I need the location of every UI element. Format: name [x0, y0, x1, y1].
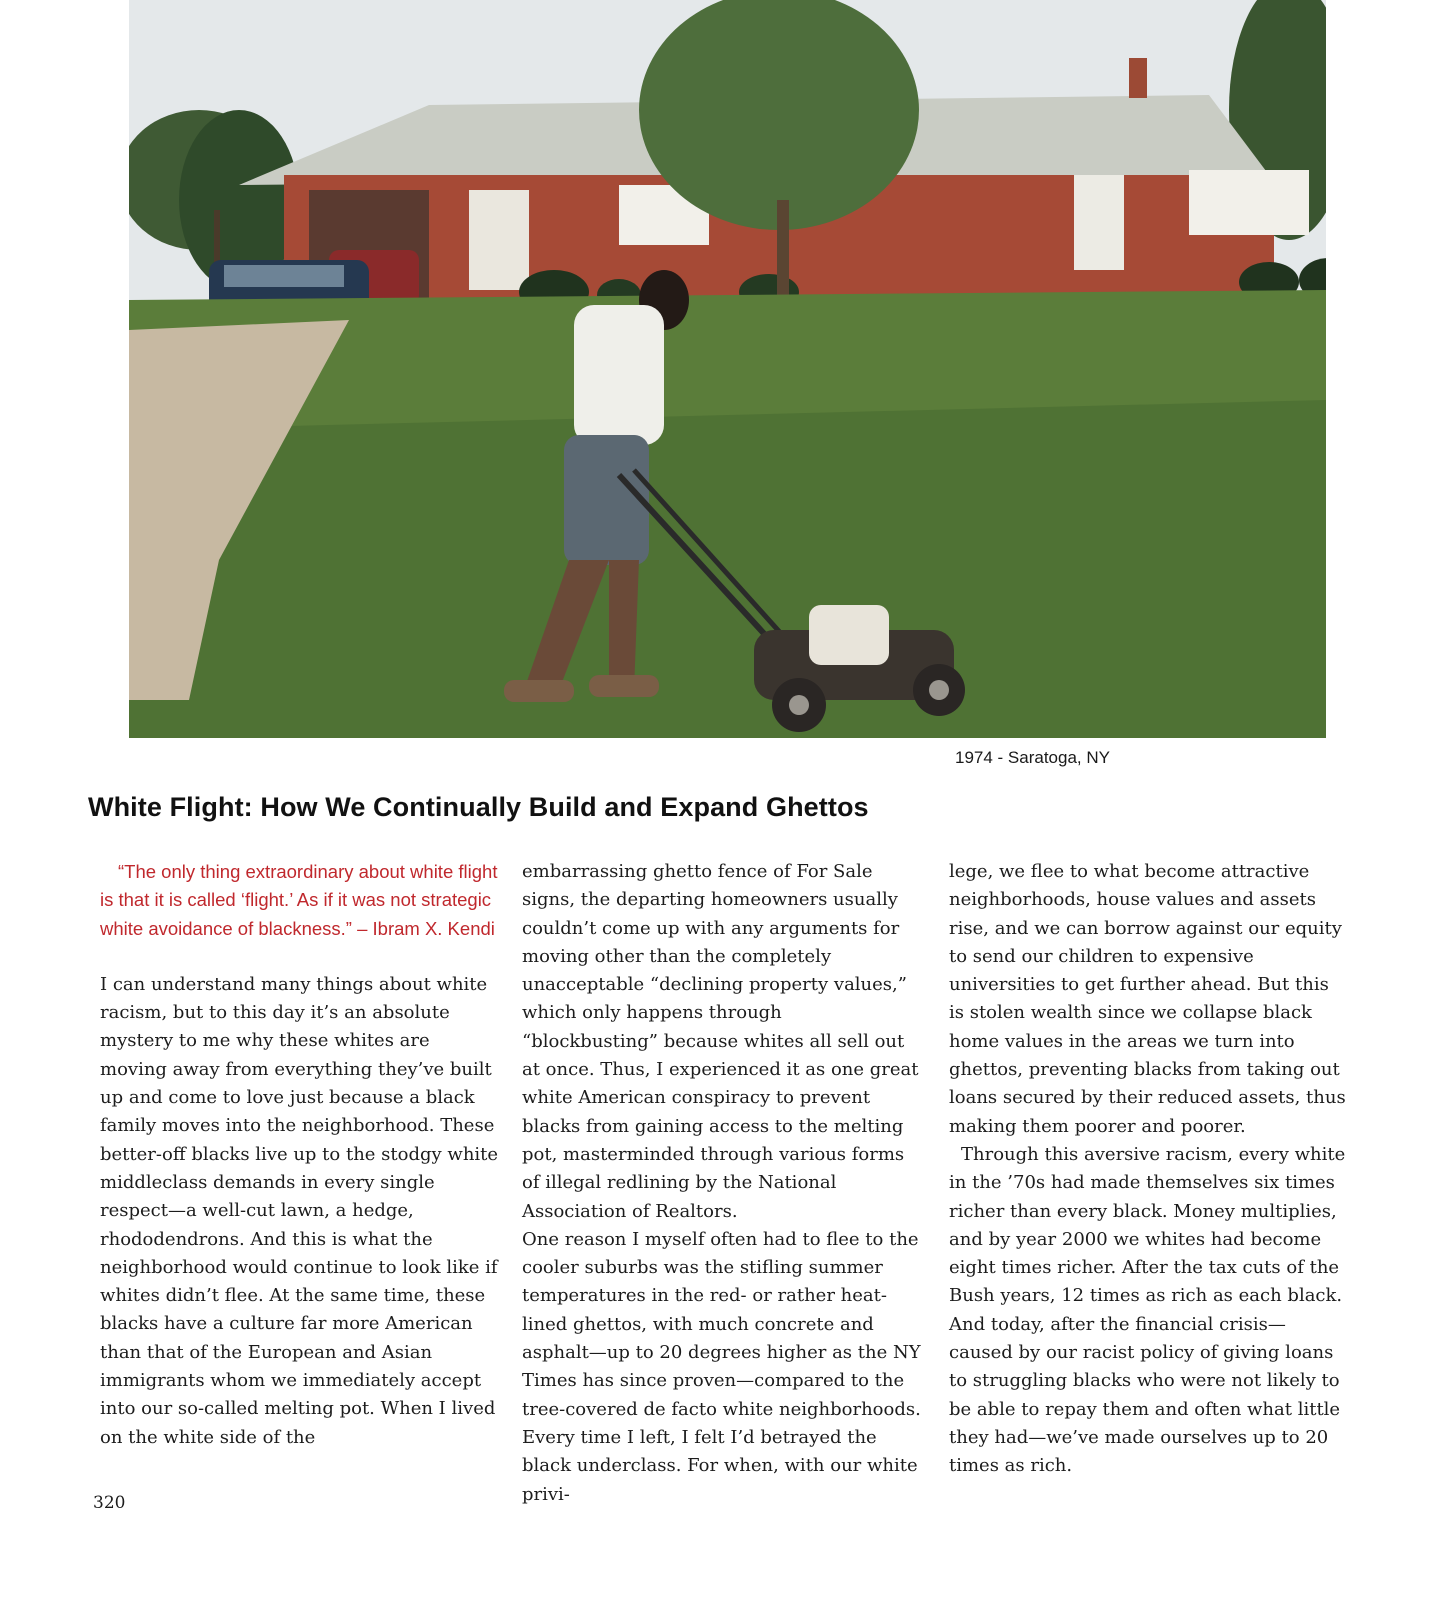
text-column-1: [100, 858, 500, 1452]
photo-man-mowing-lawn: [129, 0, 1326, 738]
body-paragraph: I can understand many things about white racism, but to this day it’s an absolute mystery to me why these whites are moving away from everything they’ve built up and come to love just because a black family moves into the neighborhood. These better-off blacks live up to the stodgy white middleclass demands in every single respect—a well-cut lawn, a hedge, rhododendrons. And this is what the neighborhood would continue to look like if whites didn’t flee. At the same time, these blacks have a culture far more American than that of the European and Asian immigrants whom we immediately accept into our so-called melting pot. When I lived on the white side of the: [100, 973, 499, 1448]
body-paragraph: Through this aversive racism, every white in the ’70s had made themselves six times richer than every black. Money multiplies, and by year 2000 we whites had become eight times richer. After the tax cuts of the Bush years, 12 times as rich as each black. And today, after the financial crisis—caused by our racist policy of giving loans to struggling blacks who were not likely to be able to repay them and often what little they had—we’ve made ourselves up to 20 times as rich.: [949, 1143, 1346, 1477]
photo-icon: [129, 0, 1326, 738]
photo-caption: 1974 - Saratoga, NY: [955, 748, 1110, 767]
page-number: 320: [93, 1493, 126, 1513]
article-headline: White Flight: How We Continually Build and Expand Ghettos: [88, 792, 869, 822]
body-paragraph: One reason I myself often had to flee to the cooler suburbs was the stifling summer temperatures in the red- or rather heat-lined ghettos, with much concrete and asphalt—up to 20 degrees higher as the NY Times has since proven—compared to the tree-covered de facto white neighborhoods. Every time I left, I felt I’d betrayed the black underclass. For when, with our white privi-: [522, 1228, 921, 1505]
body-paragraph: embarrassing ghetto fence of For Sale signs, the departing homeowners usually couldn’t come up with any arguments for moving other than the completely unacceptable “declining property values,” which only happens through “blockbusting” because whites all sell out at once. Thus, I experienced it as one great white American conspiracy to prevent blacks from gaining access to the melting pot, masterminded through various forms of illegal redlining by the National Association of Realtors.: [522, 861, 919, 1222]
text-column-2: [522, 858, 922, 1509]
body-paragraph: lege, we flee to what become attractive neighborhoods, house values and assets rise, and we can borrow against our equity to send our children to expensive universities to get further ahead. But this is stolen wealth since we collapse black home values in the areas we turn into ghettos, preventing blacks from taking out loans secured by their reduced assets, thus making them poorer and poorer.: [949, 861, 1346, 1137]
text-column-3: [949, 858, 1349, 1481]
pull-quote: “The only thing extraordinary about white flight is that it is called ‘flight.’ As if it was not strategic white avoidance of blackness.” – Ibram X. Kendi: [100, 861, 498, 939]
